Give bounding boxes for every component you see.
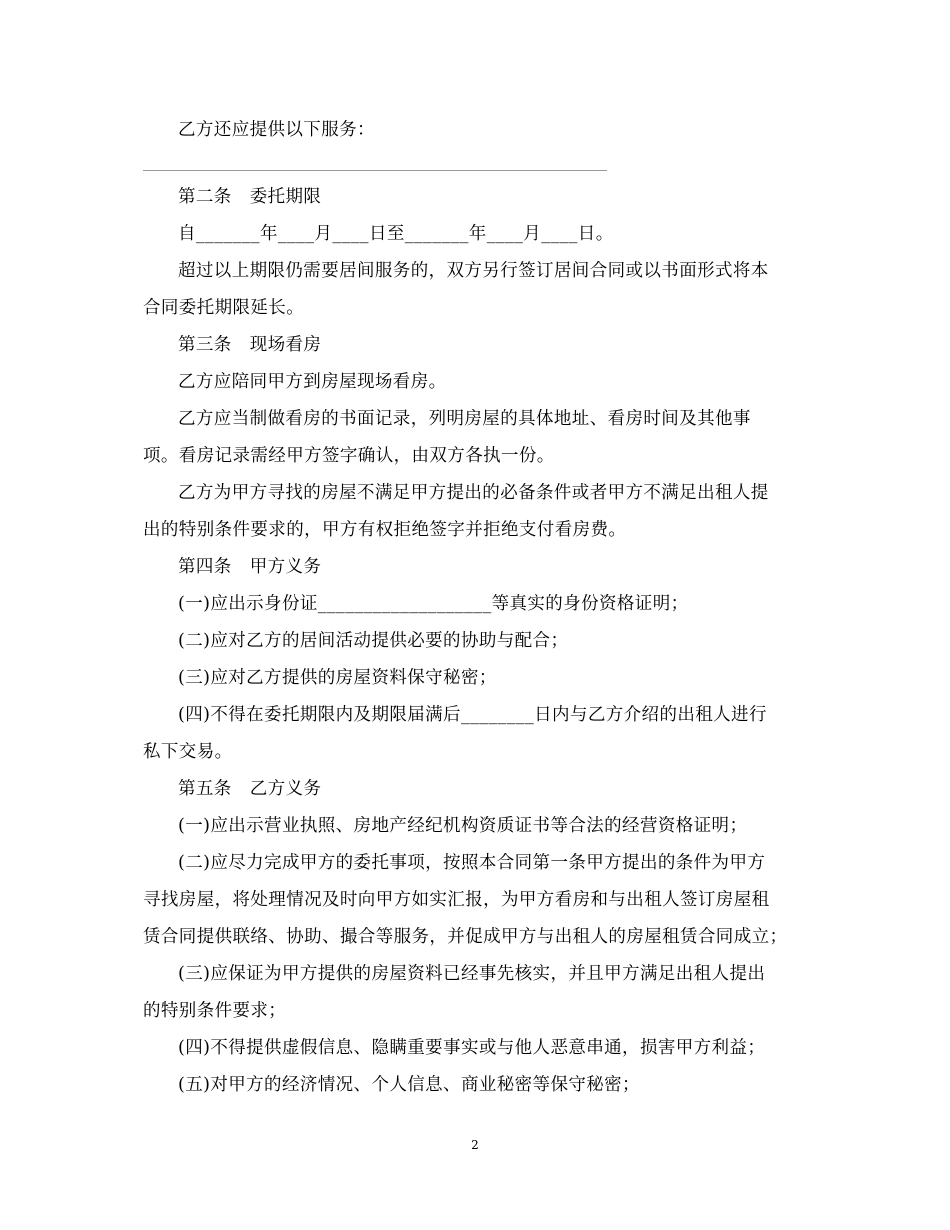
article-title: 乙方义务 xyxy=(249,779,322,799)
blank-fill-line xyxy=(143,149,805,179)
paragraph-line: (五)对甲方的经济情况、个人信息、商业秘密等保守秘密； xyxy=(178,1075,640,1095)
paragraph-line: (三)应对乙方提供的房屋资料保守秘密； xyxy=(178,668,497,688)
article-title: 委托期限 xyxy=(249,187,322,207)
article-title: 甲方义务 xyxy=(249,557,322,577)
article-number: 第二条 xyxy=(178,187,232,207)
article-heading xyxy=(143,179,805,216)
paragraph-line: 乙方应陪同甲方到房屋现场看房。 xyxy=(178,372,447,392)
article-heading xyxy=(143,549,805,586)
paragraph-line: 私下交易。 xyxy=(143,742,233,762)
paragraph-line: 乙方应当制做看房的书面记录，列明房屋的具体地址、看房时间及其他事 xyxy=(178,409,751,429)
article-heading xyxy=(143,327,805,364)
paragraph-line: 赁合同提供联络、协助、撮合等服务，并促成甲方与出租人的房屋租赁合同成立； xyxy=(143,927,788,947)
paragraph-line: (四)不得在委托期限内及期限届满后________日内与乙方介绍的出租人进行 xyxy=(178,705,767,725)
paragraph-line: (二)应尽力完成甲方的委托事项，按照本合同第一条甲方提出的条件为甲方 xyxy=(178,853,766,873)
article-number: 第四条 xyxy=(178,557,232,577)
paragraph-line: (三)应保证为甲方提供的房屋资料已经事先核实，并且甲方满足出租人提出 xyxy=(178,964,766,984)
horizontal-rule xyxy=(143,170,607,171)
paragraph-line: (四)不得提供虚假信息、隐瞒重要事实或与他人恶意串通，损害甲方利益； xyxy=(178,1038,766,1058)
article-number: 第五条 xyxy=(178,779,232,799)
article-heading xyxy=(143,771,805,808)
paragraph-line: 乙方为甲方寻找的房屋不满足甲方提出的必备条件或者甲方不满足出租人提 xyxy=(178,483,769,503)
paragraph-line: (一)应出示身份证___________________等真实的身份资格证明； xyxy=(178,594,689,614)
paragraph-line: (二)应对乙方的居间活动提供必要的协助与配合； xyxy=(178,631,569,651)
paragraph-line: 项。看房记录需经甲方签字确认，由双方各执一份。 xyxy=(143,446,555,466)
paragraph-line: 的特别条件要求； xyxy=(143,1001,287,1021)
paragraph-line: 乙方还应提供以下服务： xyxy=(178,120,375,140)
paragraph-line: 超过以上期限仍需要居间服务的，双方另行签订居间合同或以书面形式将本 xyxy=(178,261,769,281)
paragraph-line: 自_______年____月____日至_______年____月____日。 xyxy=(178,224,614,244)
paragraph-line: (一)应出示营业执照、房地产经纪机构资质证书等合法的经营资格证明； xyxy=(178,816,748,836)
paragraph-line: 合同委托期限延长。 xyxy=(143,298,305,318)
article-title: 现场看房 xyxy=(249,335,322,355)
paragraph-line: 出的特别条件要求的，甲方有权拒绝签字并拒绝支付看房费。 xyxy=(143,520,627,540)
document-body xyxy=(143,112,805,1104)
article-number: 第三条 xyxy=(178,335,232,355)
paragraph-line: 寻找房屋，将处理情况及时向甲方如实汇报，为甲方看房和与出租人签订房屋租 xyxy=(143,890,770,910)
page-number: 2 xyxy=(471,1138,479,1152)
